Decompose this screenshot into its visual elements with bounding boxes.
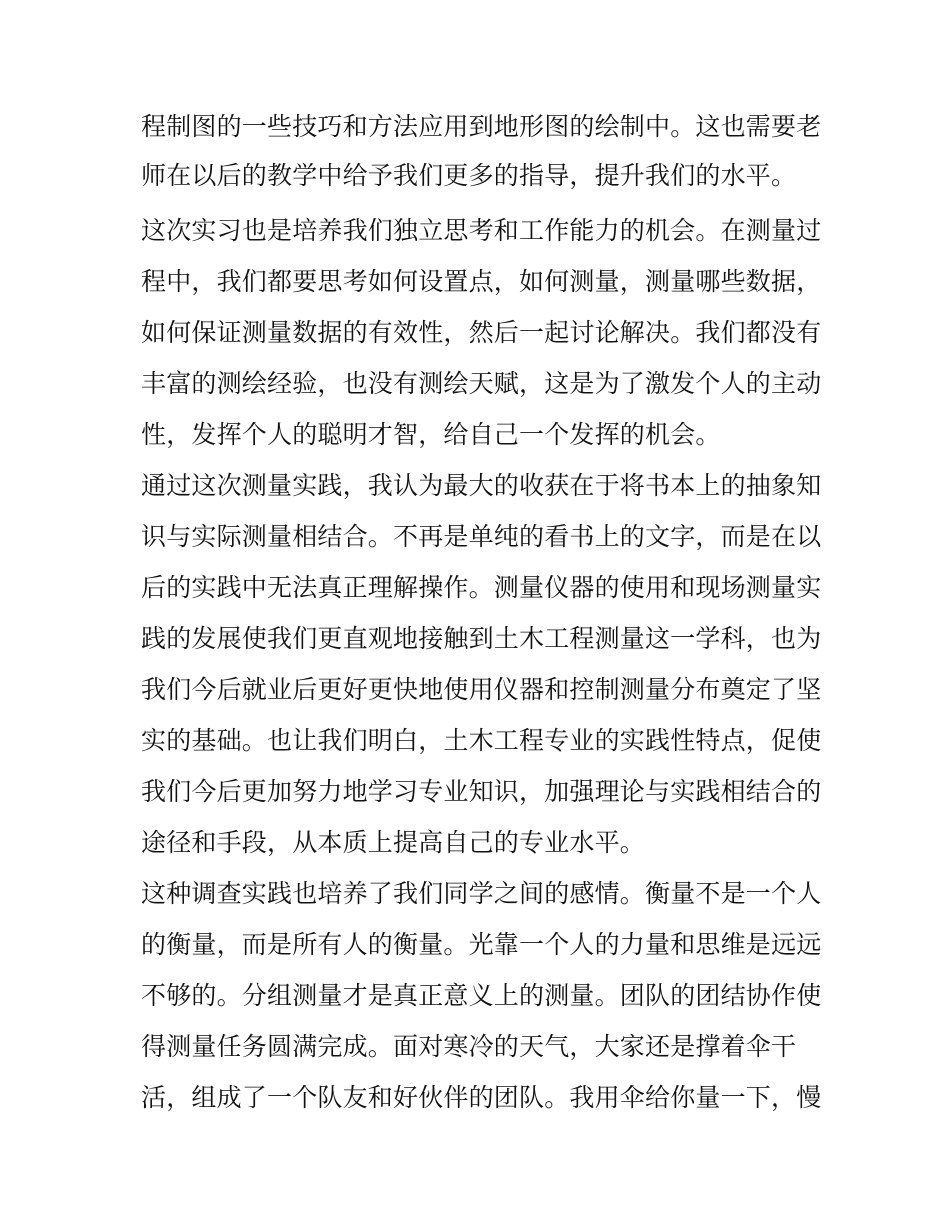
text-line: 师在以后的教学中给予我们更多的指导，提升我们的水平。 (141, 161, 797, 190)
text-line: 通过这次测量实践，我认为最大的收获在于将书本上的抽象知 (141, 471, 822, 500)
text-line: 得测量任务圆满完成。面对寒冷的天气，大家还是撑着伞干 (141, 1032, 797, 1061)
text-line: 的衡量，而是所有人的衡量。光靠一个人的力量和思维是远远 (141, 930, 822, 959)
text-line: 实的基础。也让我们明白，土木工程专业的实践性特点，促使 (141, 726, 822, 755)
text-line: 不够的。分组测量才是真正意义上的测量。团队的团结协作使 (141, 981, 822, 1010)
text-line: 我们今后就业后更好更快地使用仪器和控制测量分布奠定了坚 (141, 675, 822, 704)
text-line: 活，组成了一个队友和好伙伴的团队。我用伞给你量一下，慢 (141, 1083, 822, 1112)
text-line: 途径和手段，从本质上提高自己的专业水平。 (141, 828, 646, 857)
text-line: 我们今后更加努力地学习专业知识，加强理论与实践相结合的 (141, 777, 822, 806)
text-line: 这次实习也是培养我们独立思考和工作能力的机会。在测量过 (141, 216, 822, 245)
text-line: 程中，我们都要思考如何设置点，如何测量，测量哪些数据， (141, 267, 822, 296)
text-line: 后的实践中无法真正理解操作。测量仪器的使用和现场测量实 (141, 573, 822, 602)
text-line: 识与实际测量相结合。不再是单纯的看书上的文字，而是在以 (141, 522, 822, 551)
text-line: 如何保证测量数据的有效性，然后一起讨论解决。我们都没有 (141, 318, 822, 347)
text-line: 程制图的一些技巧和方法应用到地形图的绘制中。这也需要老 (141, 112, 822, 141)
text-line: 丰富的测绘经验，也没有测绘天赋，这是为了激发个人的主动 (141, 369, 822, 398)
text-line: 践的发展使我们更直观地接触到土木工程测量这一学科，也为 (141, 624, 822, 653)
text-line: 性，发挥个人的聪明才智，给自己一个发挥的机会。 (141, 420, 721, 449)
text-line: 这种调查实践也培养了我们同学之间的感情。衡量不是一个人 (141, 879, 822, 908)
